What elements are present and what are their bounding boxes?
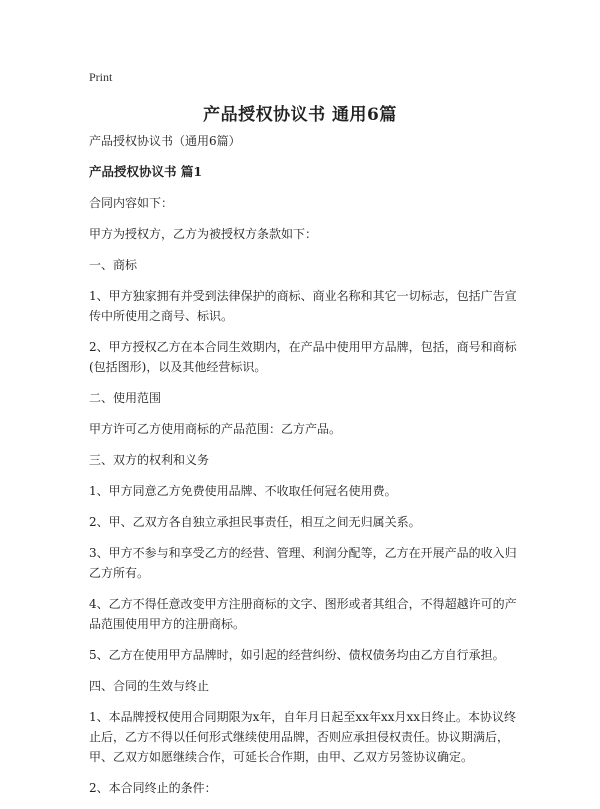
section-heading: 产品授权协议书 篇1 (89, 164, 203, 179)
paragraph: 5、乙方在使用甲方品牌时，如引起的经营纠纷、债权债务均由乙方自行承担。 (89, 648, 505, 662)
paragraph: 1、本品牌授权使用合同期限为x年，自年月日起至xx年xx月xx日终止。本协议终止后，乙方不得以任何形式继续使用品牌，否则应承担侵权责任。协议期满后，甲、乙双方如愿继续合作，可延长合作期，由甲、乙双方另签协议确定。 (89, 710, 517, 764)
paragraph: 甲方为授权方，乙方为被授权方条款如下： (89, 227, 318, 241)
paragraph: 1、甲方同意乙方免费使用品牌、不收取任何冠名使用费。 (89, 484, 397, 498)
paragraph-subtitle: 产品授权协议书（通用6篇） (89, 134, 241, 148)
paragraph: 1、甲方独家拥有并受到法律保护的商标、商业名称和其它一切标志，包括广告宣传中所使用之商号、标识。 (89, 289, 517, 323)
print-link[interactable]: Print (89, 70, 113, 84)
paragraph: 2、甲方授权乙方在本合同生效期内，在产品中使用甲方品牌，包括，商号和商标(包括图形)，以及其他经营标识。 (89, 340, 517, 374)
paragraph: 3、甲方不参与和享受乙方的经营、管理、利润分配等，乙方在开展产品的收入归乙方所有。 (89, 546, 517, 580)
paragraph: 合同内容如下： (89, 196, 174, 210)
paragraph: 4、乙方不得任意改变甲方注册商标的文字、图形或者其组合，不得超越许可的产品范围使用甲方的注册商标。 (89, 597, 517, 631)
clause-heading-trademark: 一、商标 (89, 258, 138, 272)
paragraph: 2、本合同终止的条件： (89, 781, 217, 795)
document-title: 产品授权协议书 通用6篇 (203, 105, 397, 125)
clause-heading-scope: 二、使用范围 (89, 391, 162, 405)
paragraph: 甲方许可乙方使用商标的产品范围：乙方产品。 (89, 422, 342, 436)
paragraph: 2、甲、乙双方各自独立承担民事责任，相互之间无归属关系。 (89, 515, 421, 529)
clause-heading-term: 四、合同的生效与终止 (89, 679, 210, 693)
clause-heading-rights: 三、双方的权利和义务 (89, 453, 210, 467)
document-body (89, 131, 519, 809)
